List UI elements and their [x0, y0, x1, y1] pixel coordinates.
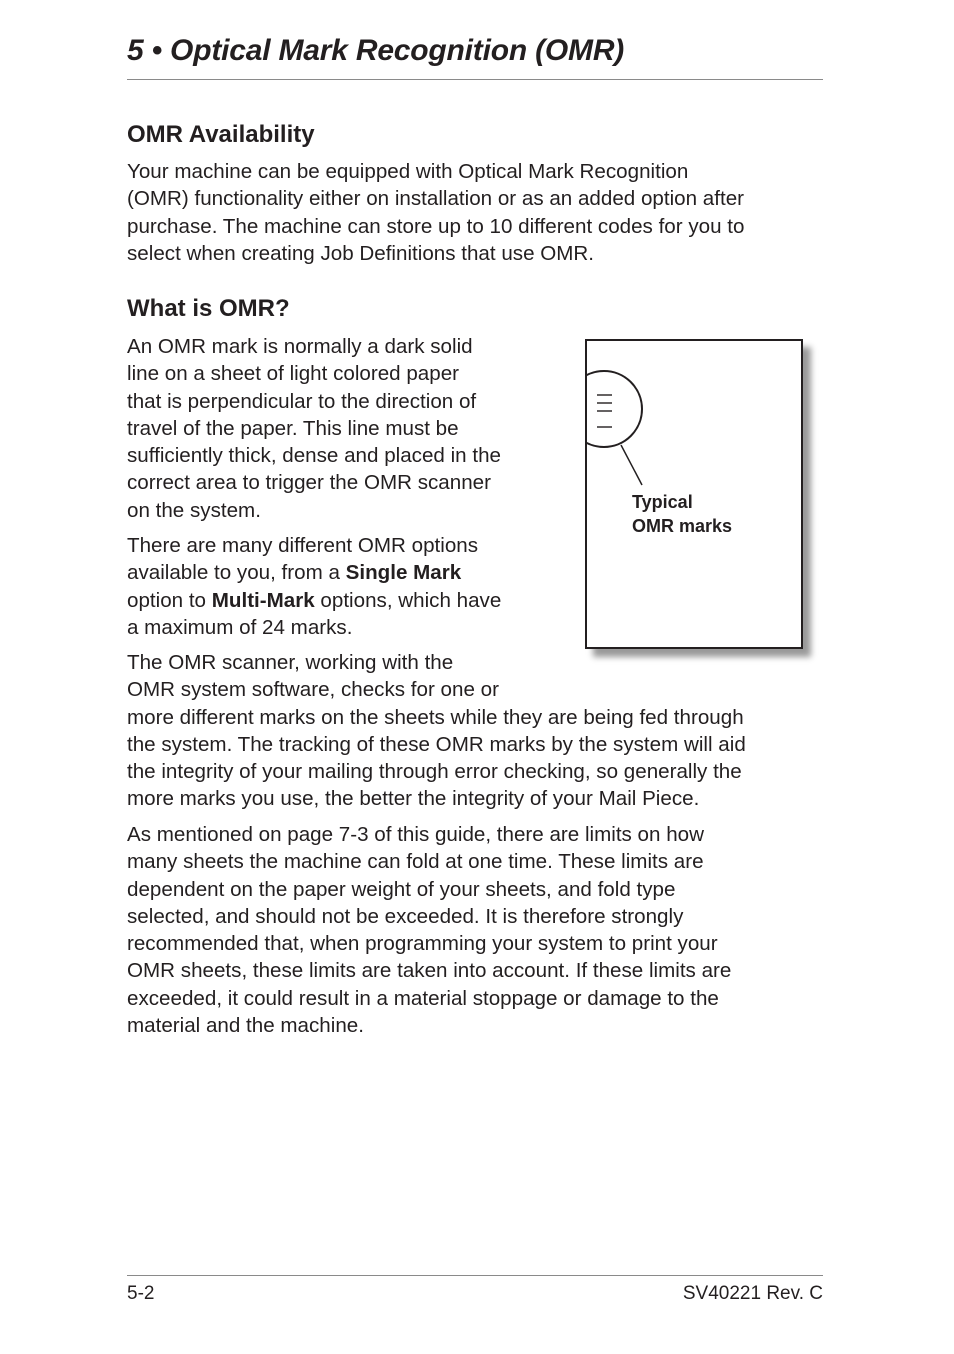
- multi-mark-term: Multi-Mark: [211, 588, 315, 612]
- section-heading-what-is-omr: What is OMR?: [127, 295, 290, 322]
- text-line: that is perpendicular to the direction of: [127, 389, 477, 413]
- text-line: the system. The tracking of these OMR marks by the system will aid: [127, 732, 746, 756]
- figure-caption: [632, 490, 732, 538]
- text-line: line on a sheet of light colored paper: [127, 362, 460, 386]
- page-number: 5-2: [127, 1283, 155, 1304]
- text-line: select when creating Job Definitions that use OMR.: [127, 241, 595, 265]
- text-line: [127, 587, 501, 614]
- text-line: purchase. The machine can store up to 10 different codes for you to: [127, 214, 745, 238]
- document-revision: SV40221 Rev. C: [682, 1283, 823, 1304]
- text-line: Your machine can be equipped with Optical Mark Recognition: [127, 160, 689, 183]
- text-run: options, which have: [314, 588, 502, 612]
- callout-leader-line: [621, 445, 642, 485]
- text-line: An OMR mark is normally a dark solid: [127, 335, 473, 358]
- section-heading-omr-availability: OMR Availability: [127, 121, 315, 148]
- text-run: available to you, from a: [127, 561, 346, 585]
- text-line: travel of the paper. This line must be: [127, 416, 459, 440]
- text-line: There are many different OMR options: [127, 534, 479, 557]
- text-line: material and the machine.: [127, 1014, 364, 1038]
- text-line: the integrity of your mailing through error checking, so generally the: [127, 760, 742, 784]
- text-line: selected, and should not be exceeded. It is therefore strongly: [127, 904, 684, 928]
- omr-options-paragraph: [127, 532, 501, 641]
- text-line: exceeded, it could result in a material stoppage or damage to the: [127, 986, 719, 1010]
- caption-line: OMR marks: [632, 516, 733, 536]
- chapter-title: 5 • Optical Mark Recognition (OMR): [127, 34, 625, 67]
- omr-sheet-illustration: [585, 339, 803, 649]
- text-line: sufficiently thick, dense and placed in the: [127, 444, 501, 468]
- text-line: many sheets the machine can fold at one time. These limits are: [127, 850, 704, 874]
- text-line: The OMR scanner, working with the: [127, 651, 454, 674]
- header-rule: [127, 79, 823, 80]
- caption-line: Typical: [632, 492, 693, 512]
- text-line: more different marks on the sheets while they are being fed through: [127, 705, 744, 729]
- text-line: more marks you use, the better the integrity of your Mail Piece.: [127, 787, 700, 811]
- footer-rule: [127, 1275, 823, 1276]
- omr-scanner-paragraph: [127, 649, 746, 813]
- text-line: correct area to trigger the OMR scanner: [127, 471, 491, 495]
- text-line: on the system.: [127, 498, 261, 522]
- text-run: option to: [127, 588, 212, 612]
- single-mark-term: Single Mark: [345, 561, 462, 585]
- omr-availability-paragraph: [127, 158, 744, 267]
- text-line: As mentioned on page 7-3 of this guide, there are limits on how: [127, 823, 704, 846]
- text-line: recommended that, when programming your system to print your: [127, 932, 718, 956]
- text-line: OMR system software, checks for one or: [127, 678, 499, 702]
- fold-limits-paragraph: [127, 821, 731, 1039]
- omr-definition-paragraph: [127, 333, 501, 524]
- text-line: a maximum of 24 marks.: [127, 615, 353, 639]
- text-line: [127, 559, 501, 586]
- text-line: OMR sheets, these limits are taken into account. If these limits are: [127, 959, 732, 983]
- text-line: (OMR) functionality either on installation or as an added option after: [127, 187, 745, 211]
- text-line: dependent on the paper weight of your sheets, and fold type: [127, 877, 676, 901]
- magnifier-circle: [587, 371, 642, 447]
